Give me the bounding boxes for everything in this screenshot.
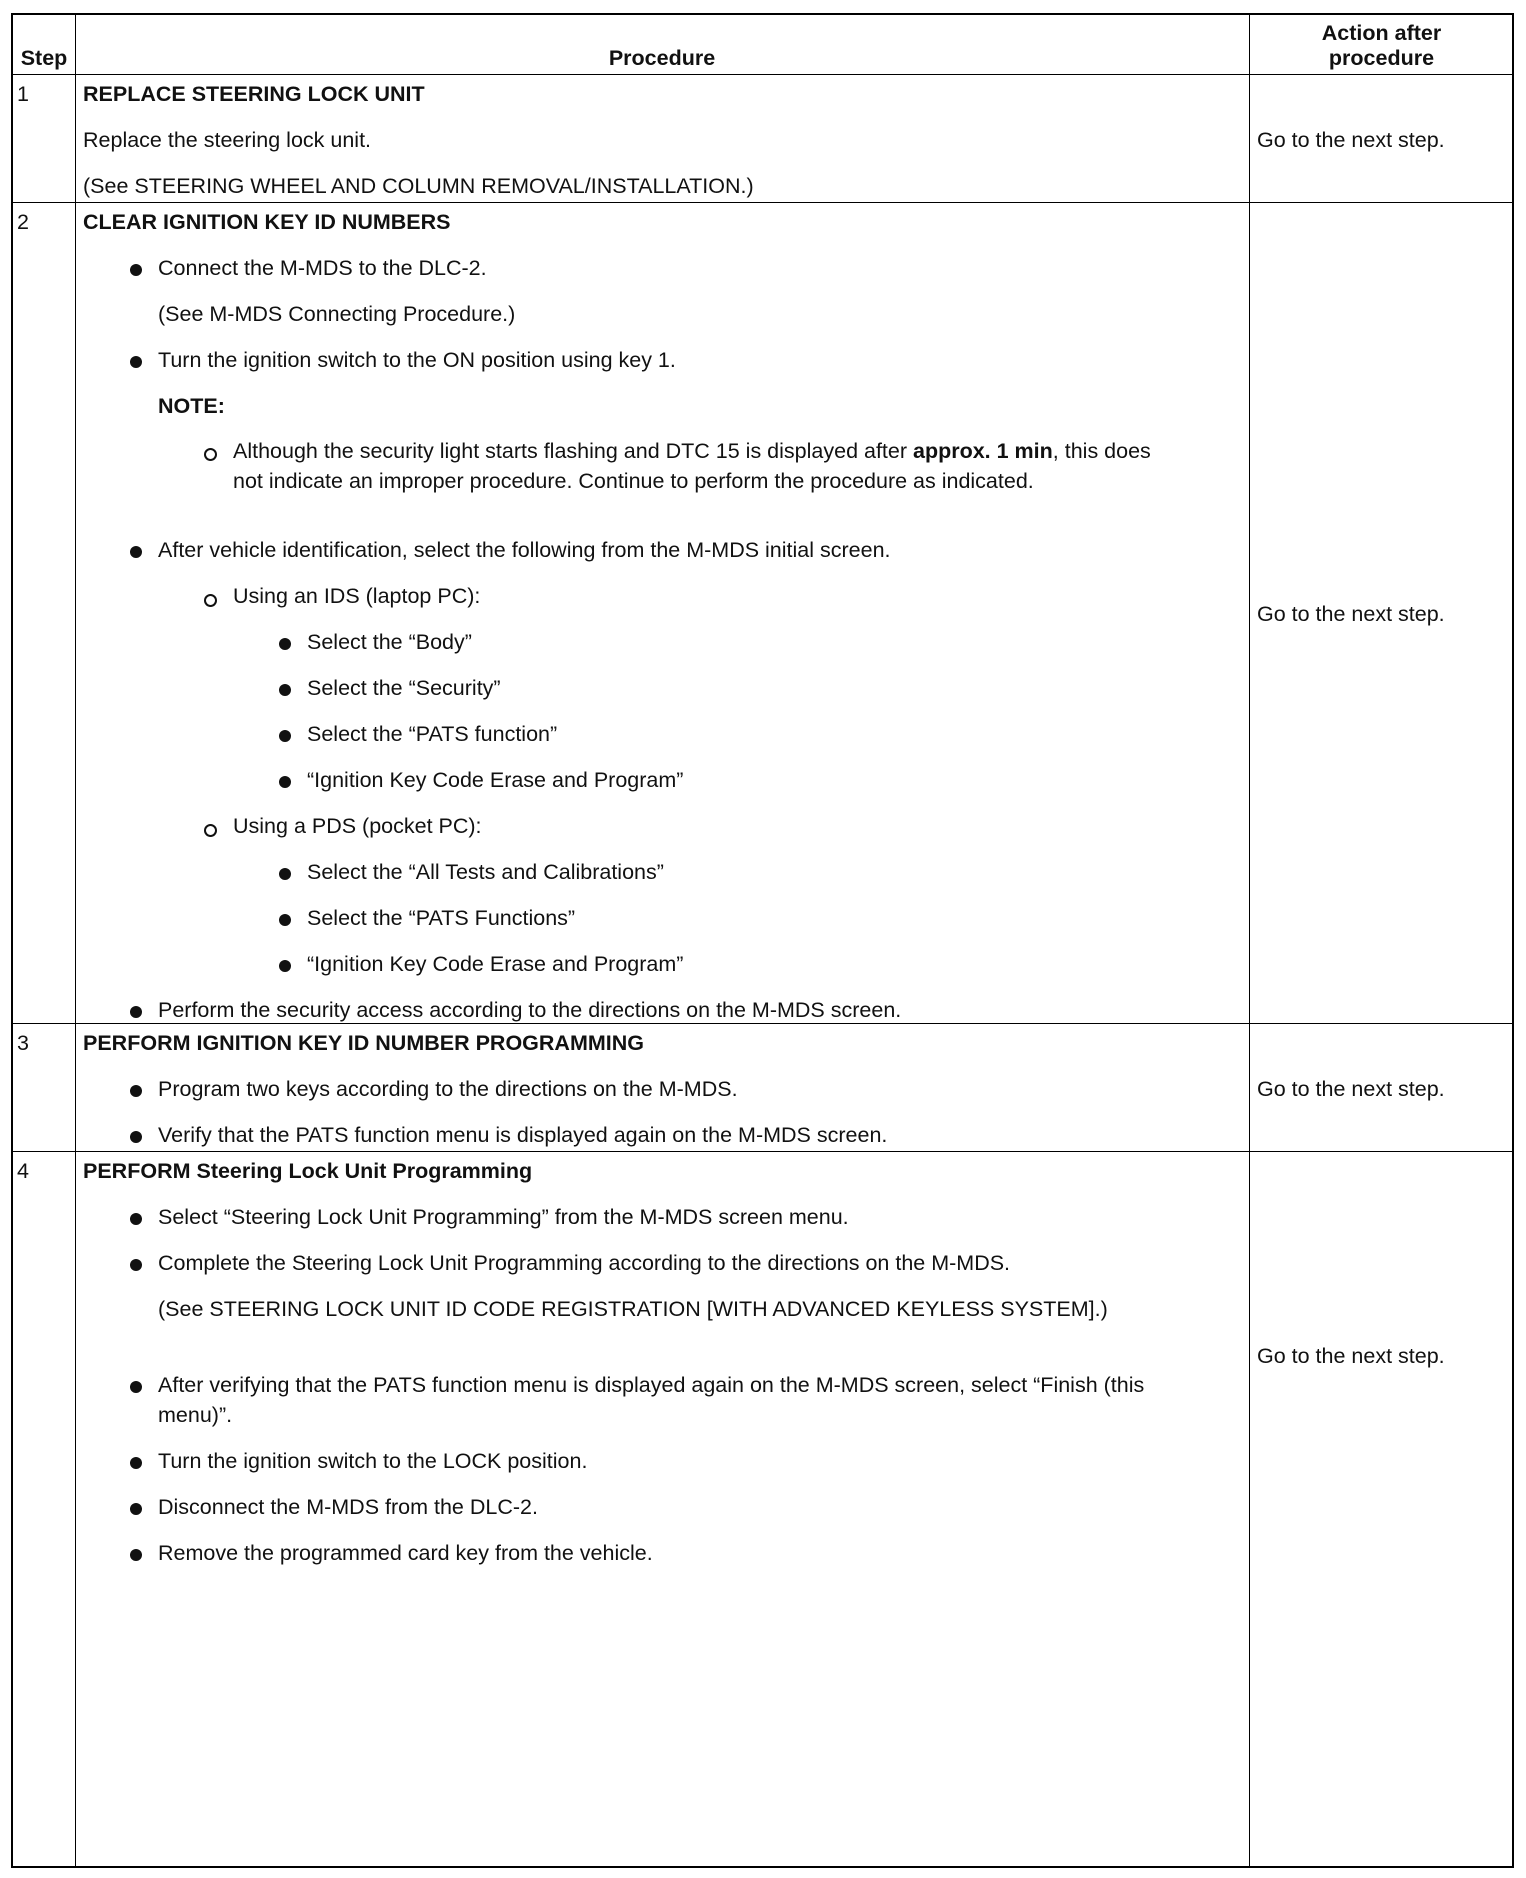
row-divider	[13, 74, 1512, 75]
bullet-icon	[279, 638, 291, 650]
list-item: After vehicle identification, select the following from the M-MDS initial screen.	[158, 538, 891, 562]
list-item: Perform the security access according to the directions on the M-MDS screen.	[158, 998, 902, 1022]
step-text: Replace the steering lock unit.	[83, 128, 372, 152]
step-number: 4	[17, 1159, 29, 1183]
header-step: Step	[20, 46, 68, 70]
sublist-item: Select the “All Tests and Calibrations”	[307, 860, 664, 884]
bullet-icon	[279, 914, 291, 926]
bullet-icon	[130, 1503, 142, 1515]
bullet-icon	[130, 1131, 142, 1143]
header-action-line1: Action after	[1321, 21, 1442, 45]
bullet-icon	[130, 1381, 142, 1393]
list-item: Turn the ignition switch to the LOCK position.	[158, 1449, 588, 1473]
list-item: Select “Steering Lock Unit Programming” from the M-MDS screen menu.	[158, 1205, 849, 1229]
bullet-icon	[279, 960, 291, 972]
bullet-icon	[279, 684, 291, 696]
list-item: Program two keys according to the directions on the M-MDS.	[158, 1077, 738, 1101]
step-action: Go to the next step.	[1257, 128, 1445, 152]
list-item: After verifying that the PATS function menu is displayed again on the M-MDS screen, select “Finish (this menu)”.	[158, 1373, 1145, 1427]
sublist-label: Using an IDS (laptop PC):	[233, 584, 481, 608]
step-number: 1	[17, 82, 29, 106]
bullet-icon	[130, 356, 142, 368]
bullet-icon	[130, 1213, 142, 1225]
list-item: Turn the ignition switch to the ON position using key 1.	[158, 348, 676, 372]
list-item: Disconnect the M-MDS from the DLC-2.	[158, 1495, 538, 1519]
bullet-icon	[130, 1006, 142, 1018]
bullet-icon	[130, 1549, 142, 1561]
step-number: 3	[17, 1031, 29, 1055]
bullet-icon	[130, 546, 142, 558]
sublist-label: Using a PDS (pocket PC):	[233, 814, 482, 838]
row-divider	[13, 202, 1512, 203]
step-reference: (See STEERING WHEEL AND COLUMN REMOVAL/INSTALLATION.)	[83, 174, 754, 198]
step-title: PERFORM Steering Lock Unit Programming	[83, 1159, 533, 1183]
note-label: NOTE:	[158, 394, 225, 418]
list-item: Connect the M-MDS to the DLC-2.	[158, 256, 487, 280]
step-title: CLEAR IGNITION KEY ID NUMBERS	[83, 210, 451, 234]
list-item: Remove the programmed card key from the vehicle.	[158, 1541, 653, 1565]
row-divider	[13, 1151, 1512, 1152]
column-divider	[75, 15, 76, 1866]
circle-bullet-icon	[204, 594, 217, 607]
step-title: REPLACE STEERING LOCK UNIT	[83, 82, 425, 106]
sublist-item: “Ignition Key Code Erase and Program”	[307, 952, 684, 976]
circle-bullet-icon	[204, 824, 217, 837]
column-divider	[1249, 15, 1250, 1866]
step-number: 2	[17, 210, 29, 234]
sublist-item: Select the “Security”	[307, 676, 501, 700]
step-title: PERFORM IGNITION KEY ID NUMBER PROGRAMMING	[83, 1031, 645, 1055]
circle-bullet-icon	[204, 448, 217, 461]
sublist-item: Select the “Body”	[307, 630, 472, 654]
sublist-item: “Ignition Key Code Erase and Program”	[307, 768, 684, 792]
header-procedure: Procedure	[608, 46, 716, 70]
step-reference: (See STEERING LOCK UNIT ID CODE REGISTRATION [WITH ADVANCED KEYLESS SYSTEM].)	[158, 1297, 1108, 1321]
bullet-icon	[130, 1259, 142, 1271]
bullet-icon	[130, 1457, 142, 1469]
step-action: Go to the next step.	[1257, 1344, 1445, 1368]
header-action-line2: procedure	[1328, 46, 1435, 70]
procedure-table	[11, 13, 1514, 1868]
sublist-item: Select the “PATS Functions”	[307, 906, 576, 930]
bullet-icon	[279, 868, 291, 880]
bullet-icon	[130, 264, 142, 276]
bullet-icon	[279, 730, 291, 742]
step-reference: (See M-MDS Connecting Procedure.)	[158, 302, 516, 326]
sublist-item: Select the “PATS function”	[307, 722, 558, 746]
bullet-icon	[279, 776, 291, 788]
note-text: Although the security light starts flashing and DTC 15 is displayed after approx. 1 min, this does not indicate an improper procedure. Continue to perform the procedure as indicated.	[233, 439, 1151, 493]
step-action: Go to the next step.	[1257, 602, 1445, 626]
step-action: Go to the next step.	[1257, 1077, 1445, 1101]
bullet-icon	[130, 1085, 142, 1097]
list-item: Complete the Steering Lock Unit Programming according to the directions on the M-MDS.	[158, 1251, 1011, 1275]
list-item: Verify that the PATS function menu is displayed again on the M-MDS screen.	[158, 1123, 888, 1147]
